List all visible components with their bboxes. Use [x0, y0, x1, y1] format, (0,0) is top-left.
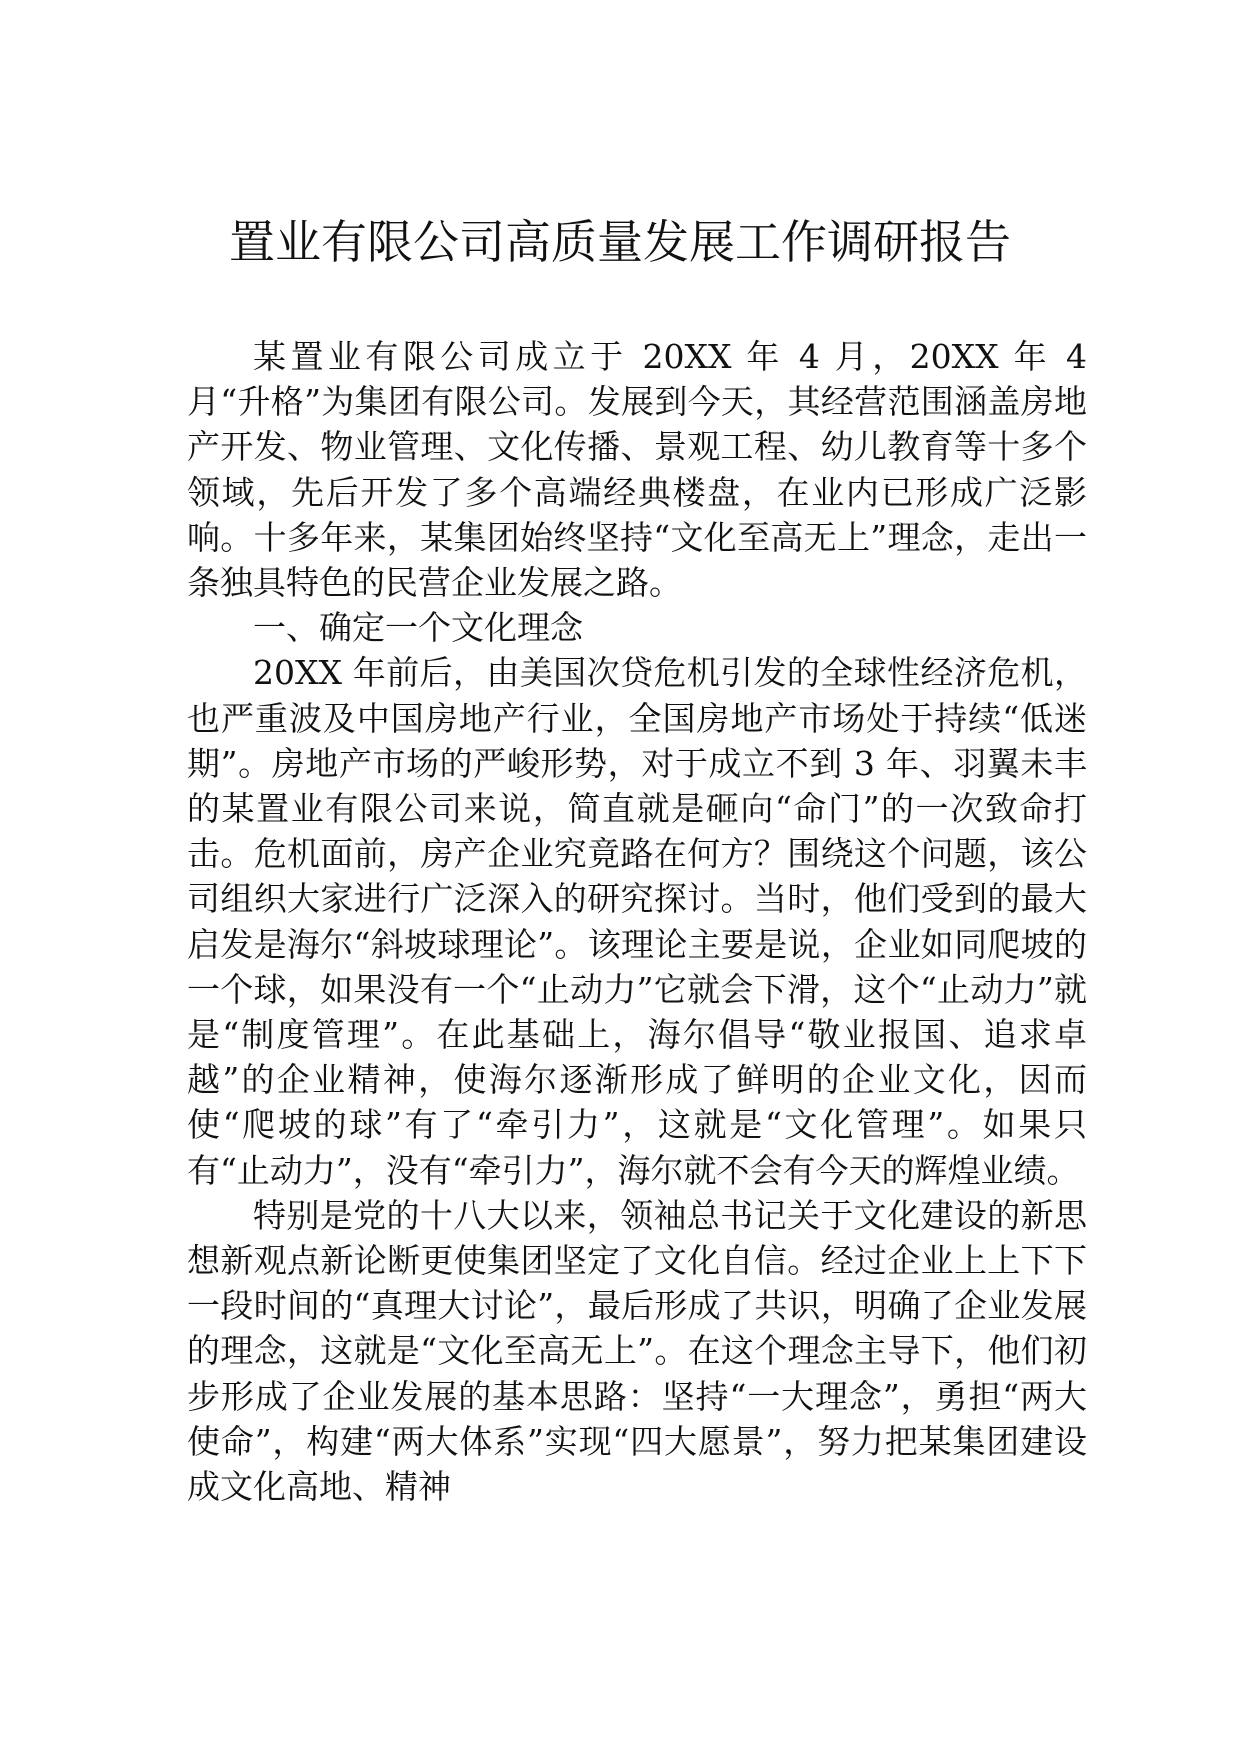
document-body	[187, 334, 1087, 1509]
body-paragraph: 特别是党的十八大以来，领袖总书记关于文化建设的新思想新观点新论断更使集团坚定了文化自信。经过企业上上下下一段时间的“真理大讨论”，最后形成了共识，明确了企业发展的理念，这就是“文化至高无上”。在这个理念主导下，他们初步形成了企业发展的基本思路：坚持“一大理念”，勇担“两大使命”，构建“两大体系”实现“四大愿景”，努力把某集团建设成文化高地、精神	[187, 1195, 1087, 1507]
intro-paragraph: 某置业有限公司成立于 20XX 年 4 月，20XX 年 4 月“升格”为集团有限公司。发展到今天，其经营范围涵盖房地产开发、物业管理、文化传播、景观工程、幼儿教育等十多个领域，先后开发了多个高端经典楼盘，在业内已形成广泛影响。十多年来，某集团始终坚持“文化至高无上”理念，走出一条独具特色的民营企业发展之路。	[187, 337, 1087, 603]
body-paragraph: 20XX 年前后，由美国次贷危机引发的全球性经济危机，也严重波及中国房地产行业，全国房地产市场处于持续“低迷期”。房地产市场的严峻形势，对于成立不到 3 年、羽翼未丰的某置业有限公司来说，简直就是砸向“命门”的一次致命打击。危机面前，房产企业究竟路在何方？围绕这个问题，该公司组织大家进行广泛深入的研究探讨。当时，他们受到的最大启发是海尔“斜坡球理论”。该理论主要是说，企业如同爬坡的一个球，如果没有一个“止动力”它就会下滑，这个“止动力”就是“制度管理”。在此基础上，海尔倡导“敬业报国、追求卓越”的企业精神，使海尔逐渐形成了鲜明的企业文化，因而使“爬坡的球”有了“牵引力”，这就是“文化管理”。如果只有“止动力”，没有“牵引力”，海尔就不会有今天的辉煌业绩。	[187, 653, 1087, 1190]
section-heading: 一、确定一个文化理念	[253, 608, 583, 648]
document-title: 置业有限公司高质量发展工作调研报告	[229, 215, 1011, 269]
